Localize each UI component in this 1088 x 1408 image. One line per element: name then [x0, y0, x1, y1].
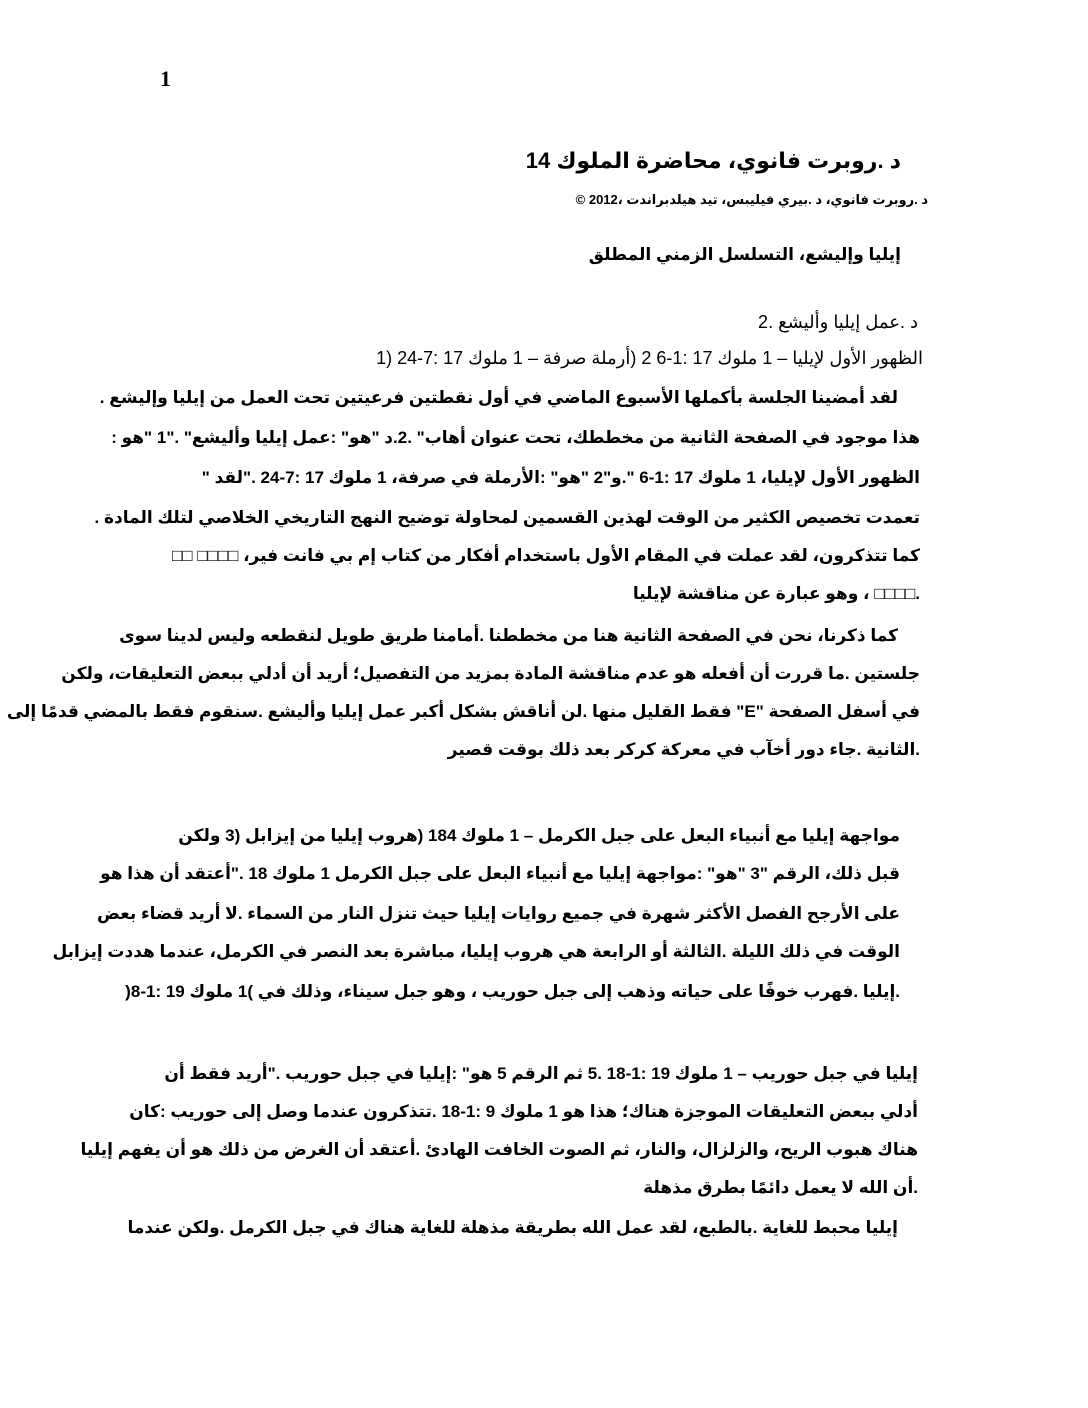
- section-heading: د .عمل إيليا وأليشع .2: [758, 312, 918, 332]
- text-line: جلستين .ما قررت أن أفعله هو عدم مناقشة المادة بمزيد من التفصيل؛ أريد أن أدلي ببعض التعليقات، ولكن: [61, 664, 920, 683]
- document-title: د .روبرت فانوي، محاضرة الملوك 14: [525, 148, 901, 173]
- text-line: .أن الله لا يعمل دائمًا بطرق مذهلة: [643, 1178, 918, 1197]
- subsection-heading: الظهور الأول لإيليا – 1 ملوك 17 :1-6 2 (أرملة صرفة – 1 ملوك 17 :7-24 (1: [376, 348, 923, 368]
- text-line: .□□□□ ، وهو عبارة عن مناقشة لإيليا: [632, 584, 920, 603]
- text-line: الوقت في ذلك الليلة .الثالثة أو الرابعة هي هروب إيليا، مباشرة بعد النصر في الكرمل، عندما هددت إيزابل: [52, 942, 900, 961]
- text-line: إيليا في جبل حوريب – 1 ملوك 19 :1-18 .5 ثم الرقم 5 هو" :إيليا في جبل حوريب ."أريد فقط أن: [164, 1064, 918, 1083]
- text-line: على الأرجح الفصل الأكثر شهرة في جميع روايات إيليا حيث تنزل النار من السماء .لا أريد قضاء بعض: [97, 904, 900, 923]
- text-line: قبل ذلك، الرقم "3 "هو" :مواجهة إيليا مع أنبياء البعل على جبل الكرمل 1 ملوك 18 ."أعتقد أن هذا هو: [100, 864, 900, 883]
- page-number: 1: [160, 66, 171, 91]
- text-line: لقد أمضينا الجلسة بأكملها الأسبوع الماضي في أول نقطتين فرعيتين تحت العمل من إيليا وإليشع .: [99, 388, 898, 407]
- lecture-subtitle: إيليا وإليشع، التسلسل الزمني المطلق: [588, 245, 901, 264]
- text-line: مواجهة إيليا مع أنبياء البعل على جبل الكرمل – 1 ملوك 184 (هروب إيليا من إيزابل (3 ولكن: [178, 826, 900, 845]
- text-line: تعمدت تخصيص الكثير من الوقت لهذين القسمين لمحاولة توضيح النهج التاريخي الخلاصي لتلك المادة .: [94, 508, 920, 527]
- text-line: هذا موجود في الصفحة الثانية من مخططك، تحت عنوان أهاب" .2.د "هو" :عمل إيليا وأليشع" ."1 "هو :: [111, 428, 920, 447]
- text-line: كما ذكرنا، نحن في الصفحة الثانية هنا من مخططنا .أمامنا طريق طويل لنقطعه وليس لدينا سوى: [119, 626, 898, 645]
- text-line: .إيليا .فهرب خوفًا على حياته وذهب إلى جبل حوريب ، وهو جبل سيناء، وذلك في )1 ملوك 19 :1-8(: [125, 982, 900, 1001]
- text-line: هناك هبوب الريح، والزلزال، والنار، ثم الصوت الخافت الهادئ .أعتقد أن الغرض من ذلك هو أن يفهم إيليا: [80, 1140, 918, 1159]
- text-line: إيليا محبط للغاية .بالطبع، لقد عمل الله بطريقة مذهلة للغاية هناك في جبل الكرمل .ولكن عندما: [127, 1218, 898, 1237]
- text-line: أدلي ببعض التعليقات الموجزة هناك؛ هذا هو 1 ملوك 9 :1-18 .تتذكرون عندما وصل إلى حوريب :كان: [129, 1102, 918, 1121]
- text-line: الظهور الأول لإيليا، 1 ملوك 17 :1-6 ".و"2 "هو" :الأرملة في صرفة، 1 ملوك 17 :7-24 ."لقد ": [201, 468, 920, 487]
- copyright-line: د .روبرت فانوي، د .بيري فيليبس، تيد هيلدبراندت ،2012 ©: [575, 192, 928, 207]
- text-line: .الثانية .جاء دور أخآب في معركة كركر بعد ذلك بوقت قصير: [447, 740, 920, 759]
- text-line: كما تتذكرون، لقد عملت في المقام الأول باستخدام أفكار من كتاب إم بي فانت فير، □□□□ □□: [172, 546, 920, 565]
- text-line: في أسفل الصفحة "E" فقط القليل منها .لن أناقش بشكل أكبر عمل إيليا وأليشع .سنقوم فقط بالمضي قدمًا إلى: [6, 702, 920, 721]
